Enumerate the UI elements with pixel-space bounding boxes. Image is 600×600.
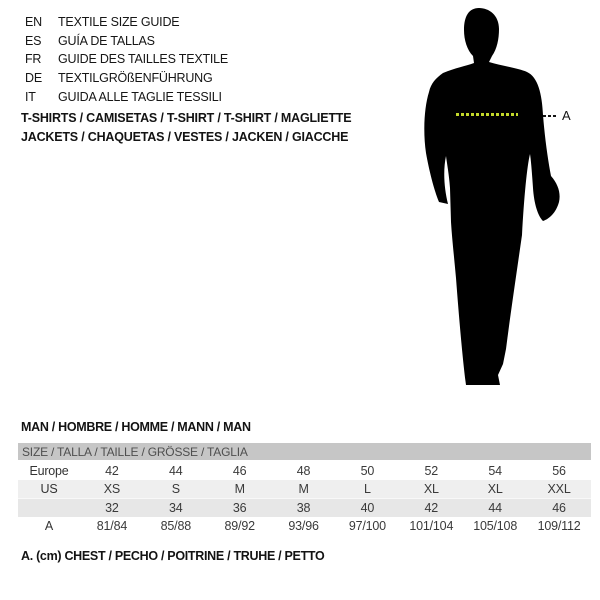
table-cell: XS (80, 480, 144, 499)
table-cell: 32 (80, 499, 144, 518)
table-cell: 105/108 (473, 519, 518, 533)
category-line-jackets: JACKETS / CHAQUETAS / VESTES / JACKEN / GIACCHE (21, 129, 349, 144)
language-row (25, 88, 228, 107)
table-cell: 42 (105, 464, 119, 478)
table-cell: 109/112 (537, 519, 581, 533)
language-code: EN (25, 15, 42, 29)
language-row (25, 50, 228, 69)
language-label: GUIDE DES TAILLES TEXTILE (58, 52, 229, 67)
table-cell: XL (399, 480, 463, 499)
language-row (25, 13, 228, 32)
table-cell: 36 (208, 499, 272, 518)
table-row-chest-a (18, 517, 591, 535)
table-cell: M (208, 480, 272, 499)
table-cell: 34 (144, 499, 208, 518)
language-label: TEXTILGRÖßENFÜHRUNG (58, 71, 213, 86)
table-cell: 81/84 (96, 519, 128, 533)
row-label: Europe (29, 464, 69, 478)
table-cell: 40 (336, 499, 400, 518)
size-table (18, 443, 591, 535)
table-cell: 50 (360, 464, 375, 478)
table-cell: 54 (488, 464, 502, 478)
row-label: A (44, 519, 54, 533)
size-table-header-row (18, 443, 591, 461)
row-label (18, 499, 80, 518)
table-cell: 48 (296, 464, 311, 478)
table-cell: 38 (272, 499, 336, 518)
table-cell: XXL (527, 480, 591, 499)
table-cell: L (336, 480, 400, 499)
table-cell: 56 (552, 464, 566, 478)
table-cell: 85/88 (160, 519, 191, 533)
table-cell: 44 (463, 499, 527, 518)
row-label: US (18, 480, 80, 499)
table-cell: XL (463, 480, 527, 499)
language-label: GUIDA ALLE TAGLIE TESSILI (58, 89, 222, 104)
chest-measure-dotted-line (456, 113, 518, 116)
table-cell: 93/96 (288, 519, 319, 533)
language-code: DE (25, 71, 42, 86)
table-cell: 44 (169, 464, 183, 478)
category-line-tshirts: T-SHIRTS / CAMISETAS / T-SHIRT / T-SHIRT / MAGLIETTE (21, 111, 352, 125)
table-cell: 89/92 (224, 519, 255, 533)
table-cell: 42 (399, 499, 463, 518)
size-table-header: SIZE / TALLA / TAILLE / GRÖSSE / TAGLIA (18, 443, 591, 461)
measurement-footnote: A. (cm) CHEST / PECHO / POITRINE / TRUHE / PETTO (21, 549, 325, 563)
man-silhouette-path (424, 8, 559, 385)
language-row (25, 69, 228, 88)
table-cell: S (144, 480, 208, 499)
category-block (21, 109, 351, 146)
table-cell: 101/104 (409, 519, 454, 533)
language-label: GUÍA DE TALLAS (58, 33, 155, 48)
language-code: FR (25, 52, 42, 67)
table-row-numeric (18, 499, 591, 518)
size-table-wrap (18, 443, 591, 535)
table-cell: 97/100 (348, 519, 386, 533)
measure-callout-dashes (543, 115, 558, 117)
table-row-us (18, 480, 591, 499)
language-list (25, 13, 228, 107)
table-row-europe (18, 461, 591, 480)
man-silhouette-figure (422, 8, 562, 390)
table-cell: M (272, 480, 336, 499)
measure-label-a: A (562, 108, 571, 123)
language-code: IT (25, 89, 36, 104)
language-code: ES (25, 33, 42, 48)
section-title: MAN / HOMBRE / HOMME / MANN / MAN (21, 420, 251, 434)
table-cell: 52 (424, 464, 439, 478)
table-cell: 46 (232, 464, 247, 478)
language-row (25, 32, 228, 51)
language-label: TEXTILE SIZE GUIDE (58, 15, 180, 29)
table-cell: 46 (527, 499, 591, 518)
